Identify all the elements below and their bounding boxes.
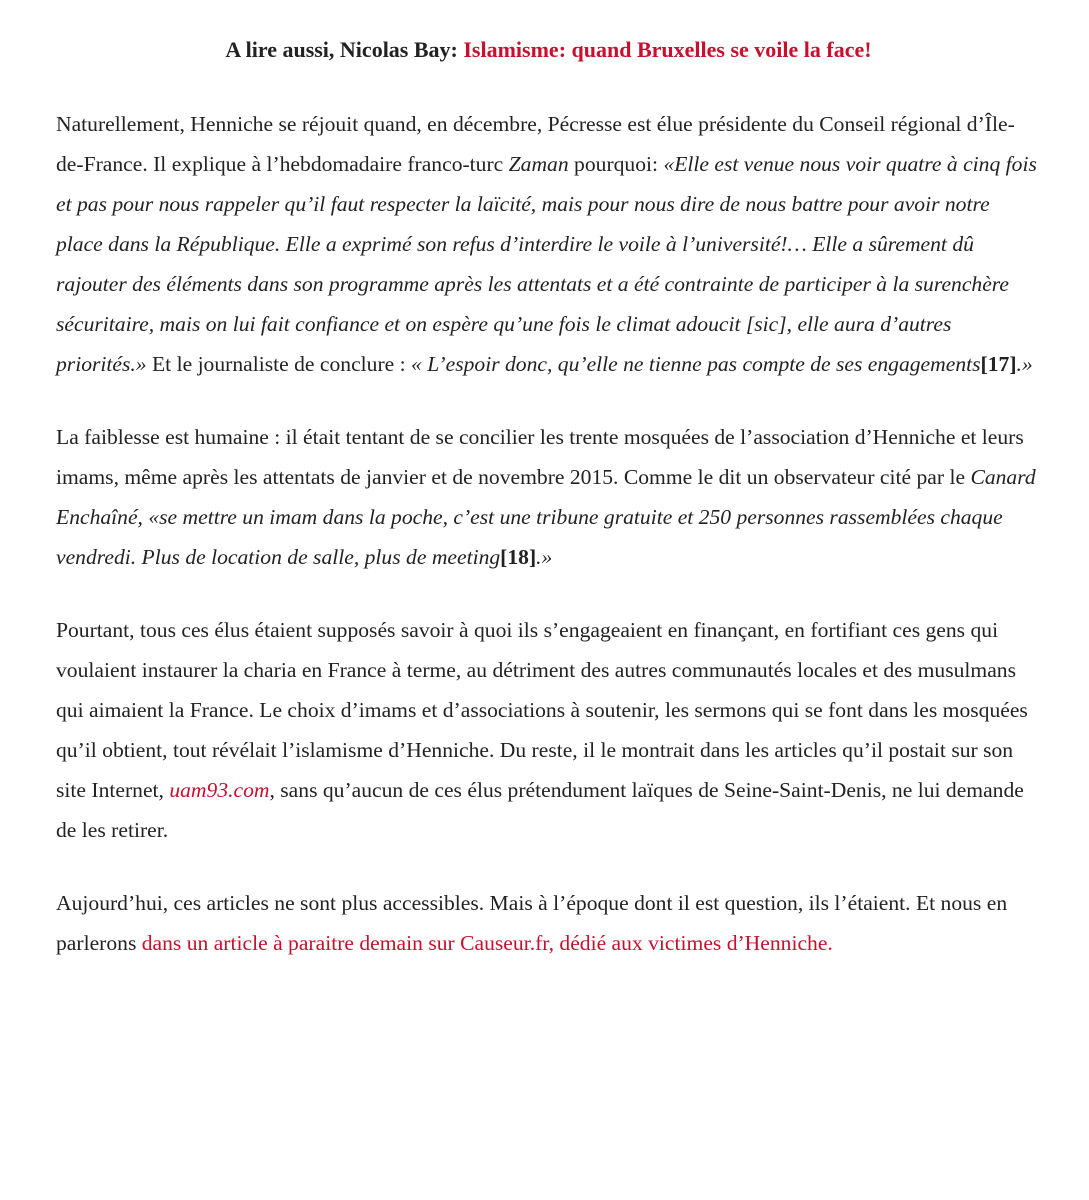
- paragraph: [56, 883, 1041, 963]
- text-segment: , sans qu’aucun de ces élus prétendument laïques de Seine-Saint-Denis, ne lui demande de les retirer.: [56, 778, 1024, 842]
- article-paragraphs: [56, 104, 1041, 963]
- italic-quote: «Elle est venue nous voir quatre à cinq fois et pas pour nous rappeler qu’il faut respecter la laïcité, mais pour nous dire de nous battre pour avoir notre place dans la République. Elle a exprimé son refus d’interdire le voile à l’université!… Elle a sûrement dû rajouter des éléments dans son programme après les attentats et a été contrainte de participer à la surenchère sécuritaire, mais on lui fait confiance et on espère qu’une fois le climat adoucit [sic], elle aura d’autres priorités.»: [56, 152, 1037, 376]
- inline-link[interactable]: uam93.com: [169, 778, 270, 802]
- article-body: [56, 30, 1041, 996]
- text-segment: La faiblesse est humaine : il était tentant de se concilier les trente mosquées de l’association d’Henniche et leurs imams, même après les attentats de janvier et de novembre 2015. Comme le dit un observateur cité par le: [56, 425, 1024, 489]
- paragraph: [56, 610, 1041, 850]
- italic-quote: Zaman: [508, 152, 569, 176]
- footnote-ref[interactable]: [18]: [500, 545, 537, 569]
- text-segment: pourquoi:: [568, 152, 664, 176]
- text-segment: Pourtant, tous ces élus étaient supposés savoir à quoi ils s’engageaient en finançant, en fortifiant ces gens qui voulaient instaurer la charia en France à terme, au détriment des autres communautés locales et des musulmans qui aimaient la France. Le choix d’imams et d’associations à soutenir, les sermons qui se font dans les mosquées qu’il obtient, tout révélait l’islamisme d’Henniche. Du reste, il le montrait dans les articles qu’il postait sur son site Internet,: [56, 618, 1028, 802]
- italic-quote: .»: [536, 545, 553, 569]
- paragraph: [56, 417, 1041, 577]
- inline-link[interactable]: dans un article à paraitre demain sur Causeur.fr, dédié aux victimes d’Henniche.: [141, 931, 833, 955]
- footnote-ref[interactable]: [17]: [980, 352, 1017, 376]
- read-also-banner: [56, 30, 1041, 70]
- italic-quote: « L’espoir donc, qu’elle ne tienne pas compte de ses engagements: [411, 352, 981, 376]
- italic-quote: .»: [1016, 352, 1033, 376]
- text-segment: Naturellement, Henniche se réjouit quand, en décembre, Pécresse est élue présidente du Conseil régional d’Île-de-France. Il explique à l’hebdomadaire franco-turc: [56, 112, 1015, 176]
- paragraph: [56, 104, 1041, 384]
- read-also-prefix: A lire aussi, Nicolas Bay:: [225, 37, 464, 62]
- text-segment: Et le journaliste de conclure :: [146, 352, 412, 376]
- italic-quote: Canard Enchaîné, «se mettre un imam dans la poche, c’est une tribune gratuite et 250 personnes rassemblées chaque vendredi. Plus de location de salle, plus de meeting: [56, 465, 1036, 569]
- read-also-link[interactable]: Islamisme: quand Bruxelles se voile la face!: [463, 37, 872, 62]
- text-segment: Aujourd’hui, ces articles ne sont plus accessibles. Mais à l’époque dont il est question, ils l’étaient. Et nous en parlerons: [56, 891, 1008, 955]
